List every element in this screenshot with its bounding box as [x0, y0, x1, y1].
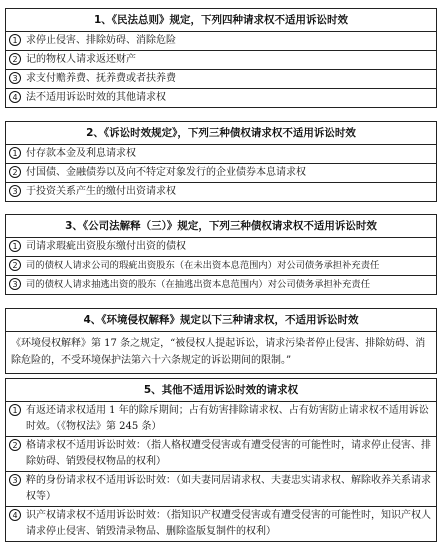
item-text: 法不适用诉讼时效的其他请求权 — [26, 92, 166, 103]
item-number: 4 — [9, 509, 21, 521]
section-civil-code — [5, 8, 437, 108]
section-paragraph: 《环境侵权解释》第 17 条之规定，“被侵权人提起诉讼，请求污染者停止侵害、排除妨碍、消除危险的，不受环境保护法第六十六条规定的诉讼期间的限制。” — [11, 338, 426, 366]
list-item — [6, 89, 436, 107]
list-item — [6, 238, 436, 257]
item-text: 粹的身份请求权不适用诉讼时效：（如夫妻同居请求权、夫妻忠实请求权、解除收养关系请求权等） — [26, 475, 431, 502]
section-title: 1、《民法总则》规定，下列四种请求权不适用诉讼时效 — [6, 9, 436, 32]
section-title: 2、《诉讼时效规定》，下列三种债权请求权不适用诉讼时效 — [6, 122, 436, 145]
list-item — [6, 51, 436, 70]
section-environment — [5, 308, 437, 374]
item-text: 有返还请求权适用 1 年的除斥期间；占有妨害排除请求权、占有妨害防止请求权不适用诉讼时效。（《物权法》第 245 条） — [26, 405, 429, 432]
list-item — [6, 276, 436, 294]
list-item — [6, 32, 436, 51]
item-number: 3 — [9, 185, 21, 197]
item-number: 3 — [9, 474, 21, 486]
list-item — [6, 507, 436, 541]
item-text: 付存款本金及利息请求权 — [26, 148, 136, 159]
item-text: 求支付赡养费、抚养费或者扶养费 — [26, 73, 176, 84]
item-number: 4 — [9, 91, 21, 103]
item-number: 2 — [9, 439, 21, 451]
section-title: 3、《公司法解释（三）》规定，下列三种债权请求权不适用诉讼时效 — [6, 215, 436, 238]
item-text: 司请求瑕疵出资股东缴付出资的债权 — [26, 241, 186, 252]
list-item — [6, 70, 436, 89]
item-text: 记的物权人请求返还财产 — [26, 54, 136, 65]
list-item — [6, 183, 436, 201]
section-limitation-rules — [5, 121, 437, 202]
list-item — [6, 437, 436, 472]
item-number: 1 — [9, 240, 21, 252]
section-title: 5、其他不适用诉讼时效的请求权 — [6, 379, 436, 402]
item-number: 2 — [9, 166, 21, 178]
item-number: 1 — [9, 404, 21, 416]
item-number: 2 — [9, 53, 21, 65]
item-text: 于投资关系产生的缴付出资请求权 — [26, 186, 176, 197]
list-item — [6, 164, 436, 183]
item-number: 1 — [9, 147, 21, 159]
item-text: 司的债权人请求公司的瑕疵出资股东（在未出资本息范围内）对公司债务承担补充责任 — [26, 260, 380, 271]
item-text: 求停止侵害、排除妨碍、消除危险 — [26, 35, 176, 46]
item-number: 3 — [9, 72, 21, 84]
section-title: 4、《环境侵权解释》规定以下三种请求权，不适用诉讼时效 — [6, 309, 436, 332]
list-item — [6, 257, 436, 276]
list-item — [6, 402, 436, 437]
item-number: 1 — [9, 34, 21, 46]
list-item — [6, 472, 436, 507]
item-text: 格请求权不适用诉讼时效：（指人格权遭受侵害或有遭受侵害的可能性时，请求停止侵害、排除妨碍、销毁侵权物品的权利） — [26, 440, 431, 467]
item-number: 3 — [9, 278, 21, 290]
item-number: 2 — [9, 259, 21, 271]
item-text: 识产权请求权不适用诉讼时效：（指知识产权遭受侵害或有遭受侵害的可能性时，知识产权人请求停止侵害、销毁清录物品、删除盗版复制件的权利） — [26, 510, 431, 537]
item-text: 付国债、金融债券以及向不特定对象发行的企业债券本息请求权 — [26, 167, 306, 178]
item-text: 司的债权人请求抽逃出资的股东（在抽逃出资本息范围内）对公司债务承担补充责任 — [26, 279, 370, 290]
section-other — [5, 378, 437, 542]
list-item — [6, 145, 436, 164]
section-company-law — [5, 214, 437, 295]
